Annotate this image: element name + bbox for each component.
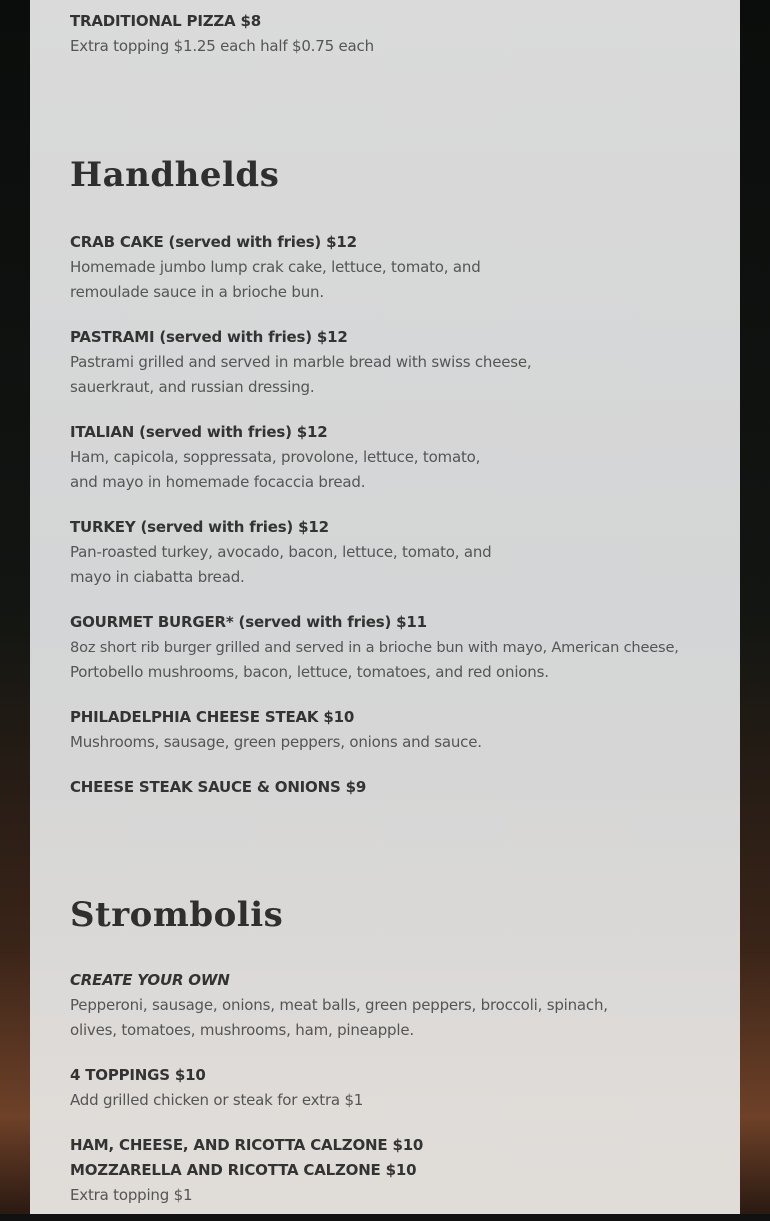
section-strombolis bbox=[70, 895, 710, 1208]
section-handhelds bbox=[70, 155, 710, 800]
menu-item-desc: and mayo in homemade focaccia bread. bbox=[70, 473, 366, 491]
section-title-handhelds: Handhelds bbox=[70, 155, 280, 195]
menu-item-name: MOZZARELLA AND RICOTTA CALZONE $10 bbox=[70, 1161, 417, 1179]
menu-item-name: CRAB CAKE (served with fries) $12 bbox=[70, 233, 357, 251]
menu-item-turkey bbox=[70, 515, 710, 590]
menu-item-desc: Extra topping $1.25 each half $0.75 each bbox=[70, 37, 374, 55]
menu-item-pastrami bbox=[70, 325, 710, 400]
menu-item-crab-cake bbox=[70, 230, 710, 305]
menu-item-desc: Pan-roasted turkey, avocado, bacon, lettuce, tomato, and bbox=[70, 543, 492, 561]
menu-item-desc: Portobello mushrooms, bacon, lettuce, tomatoes, and red onions. bbox=[70, 663, 549, 681]
menu-item-desc: 8oz short rib burger grilled and served in a brioche bun with mayo, American cheese, bbox=[70, 639, 679, 656]
menu-item-create-your-own bbox=[70, 968, 710, 1043]
bottom-strip bbox=[0, 1214, 770, 1221]
menu-item-name: CREATE YOUR OWN bbox=[70, 971, 230, 989]
menu-item-name: ITALIAN (served with fries) $12 bbox=[70, 423, 328, 441]
menu-item-desc: remoulade sauce in a brioche bun. bbox=[70, 283, 324, 301]
menu-item-desc: sauerkraut, and russian dressing. bbox=[70, 378, 315, 396]
menu-item-calzones bbox=[70, 1133, 710, 1208]
menu-item-desc: Pastrami grilled and served in marble bread with swiss cheese, bbox=[70, 353, 532, 371]
menu-item-name: 4 TOPPINGS $10 bbox=[70, 1066, 206, 1084]
menu-item-gourmet-burger bbox=[70, 610, 710, 685]
menu-content bbox=[70, 9, 710, 1214]
background-left bbox=[0, 0, 30, 1214]
menu-item-desc: Homemade jumbo lump crak cake, lettuce, tomato, and bbox=[70, 258, 481, 276]
menu-item-desc: Mushrooms, sausage, green peppers, onions and sauce. bbox=[70, 733, 482, 751]
menu-item-name: PHILADELPHIA CHEESE STEAK $10 bbox=[70, 708, 355, 726]
menu-panel bbox=[30, 0, 740, 1214]
menu-item-philadelphia-cheese-steak bbox=[70, 705, 710, 755]
menu-item-name: HAM, CHEESE, AND RICOTTA CALZONE $10 bbox=[70, 1136, 424, 1154]
menu-item-name: TURKEY (served with fries) $12 bbox=[70, 518, 329, 536]
menu-item-name: GOURMET BURGER* (served with fries) $11 bbox=[70, 613, 427, 631]
menu-item-cheese-steak-sauce-onions bbox=[70, 775, 710, 800]
menu-item-desc: Add grilled chicken or steak for extra $1 bbox=[70, 1091, 364, 1109]
menu-item-desc: mayo in ciabatta bread. bbox=[70, 568, 245, 586]
menu-item-4-toppings bbox=[70, 1063, 710, 1113]
menu-item-name: TRADITIONAL PIZZA $8 bbox=[70, 12, 261, 30]
menu-item-traditional-pizza bbox=[70, 9, 710, 59]
menu-item-desc: Pepperoni, sausage, onions, meat balls, green peppers, broccoli, spinach, bbox=[70, 996, 608, 1014]
menu-item-italian bbox=[70, 420, 710, 495]
background-right bbox=[740, 0, 770, 1214]
menu-item-name: CHEESE STEAK SAUCE & ONIONS $9 bbox=[70, 778, 367, 796]
menu-item-name: PASTRAMI (served with fries) $12 bbox=[70, 328, 348, 346]
menu-item-desc: Extra topping $1 bbox=[70, 1186, 193, 1204]
section-title-strombolis: Strombolis bbox=[70, 895, 284, 935]
menu-item-desc: Ham, capicola, soppressata, provolone, lettuce, tomato, bbox=[70, 448, 481, 466]
menu-item-desc: olives, tomatoes, mushrooms, ham, pineapple. bbox=[70, 1021, 414, 1039]
